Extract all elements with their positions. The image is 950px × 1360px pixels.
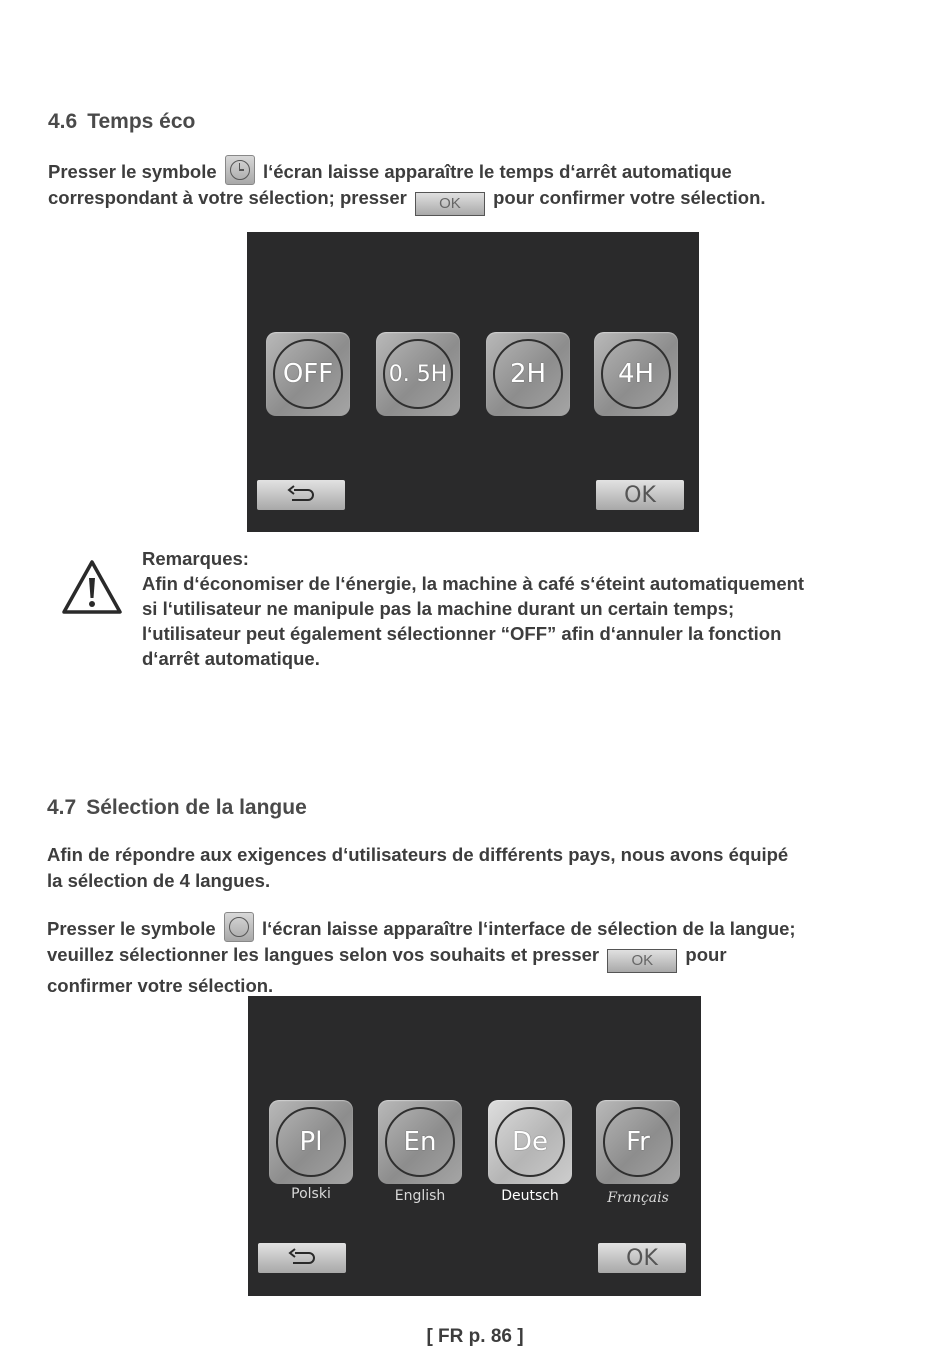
language-polski-button[interactable] <box>269 1100 353 1184</box>
clock-icon <box>225 155 255 185</box>
inline-ok-button-image: OK <box>607 949 677 973</box>
language-code: De <box>495 1107 565 1177</box>
text-run: pour <box>685 944 727 965</box>
option-label: 2H <box>493 339 563 409</box>
section-number: 4.6 <box>48 110 78 133</box>
text-run: Presser le symbole <box>48 161 217 182</box>
text-line: Afin de répondre aux exigences d‘utilisateurs de différents pays, nous avons équipé <box>47 844 789 865</box>
option-0-5h-button[interactable] <box>376 332 460 416</box>
ok-button[interactable]: OK <box>596 480 684 510</box>
text-run: Presser le symbole <box>47 918 216 939</box>
text-run: l‘écran laisse apparaître le temps d‘arrêt automatique <box>262 161 732 182</box>
language-deutsch-button[interactable] <box>488 1100 572 1184</box>
text-run: pour confirmer votre sélection. <box>493 187 766 208</box>
section-number: 4.7 <box>47 796 77 819</box>
remarks-line: l‘utilisateur peut également sélectionner “OFF” afin d‘annuler la fonction <box>142 623 782 644</box>
section-title: Temps éco <box>87 110 196 133</box>
remarks-line: Afin d‘économiser de l‘énergie, la machine à café s‘éteint automatiquement <box>142 573 805 594</box>
back-button[interactable] <box>258 1243 346 1273</box>
language-code: Fr <box>603 1107 673 1177</box>
ok-button[interactable]: OK <box>598 1243 686 1273</box>
option-label: OFF <box>273 339 343 409</box>
option-2h-button[interactable] <box>486 332 570 416</box>
inline-ok-button-image: OK <box>415 192 485 216</box>
language-name: Deutsch <box>501 1188 559 1204</box>
language-icon <box>224 912 254 942</box>
text-line: la sélection de 4 langues. <box>47 870 271 891</box>
language-francais-button[interactable] <box>596 1100 680 1184</box>
text-run: correspondant à votre sélection; presser <box>48 187 407 208</box>
eco-time-screen <box>247 232 699 532</box>
language-name: Polski <box>291 1186 331 1202</box>
remarks-line: si l‘utilisateur ne manipule pas la machine durant un certain temps; <box>142 598 735 619</box>
language-name: Français <box>607 1190 669 1206</box>
text-run: veuillez sélectionner les langues selon vos souhaits et presser <box>47 944 600 965</box>
option-off-button[interactable] <box>266 332 350 416</box>
section-4-7-paragraph <box>47 912 917 999</box>
return-arrow-icon <box>286 485 316 505</box>
remarks-line: d‘arrêt automatique. <box>142 648 320 669</box>
language-screen <box>248 996 701 1296</box>
option-4h-button[interactable] <box>594 332 678 416</box>
language-code: Pl <box>276 1107 346 1177</box>
section-4-7-intro <box>47 842 917 894</box>
warning-icon <box>60 558 124 616</box>
section-4-6-heading <box>48 110 195 134</box>
section-4-6-paragraph <box>48 155 918 216</box>
remarks-title: Remarques: <box>142 548 249 569</box>
text-run: confirmer votre sélection. <box>47 975 274 996</box>
text-run: l‘écran laisse apparaître l‘interface de sélection de la langue; <box>261 918 796 939</box>
language-name: English <box>394 1188 446 1204</box>
back-button[interactable] <box>257 480 345 510</box>
section-title: Sélection de la langue <box>86 796 307 819</box>
page-footer: [ FR p. 86 ] <box>426 1326 524 1347</box>
language-code: En <box>385 1107 455 1177</box>
option-label: 0. 5H <box>383 339 453 409</box>
remarks-block <box>142 546 912 671</box>
section-4-7-heading <box>47 796 307 820</box>
option-label: 4H <box>601 339 671 409</box>
language-english-button[interactable] <box>378 1100 462 1184</box>
return-arrow-icon <box>287 1248 317 1268</box>
